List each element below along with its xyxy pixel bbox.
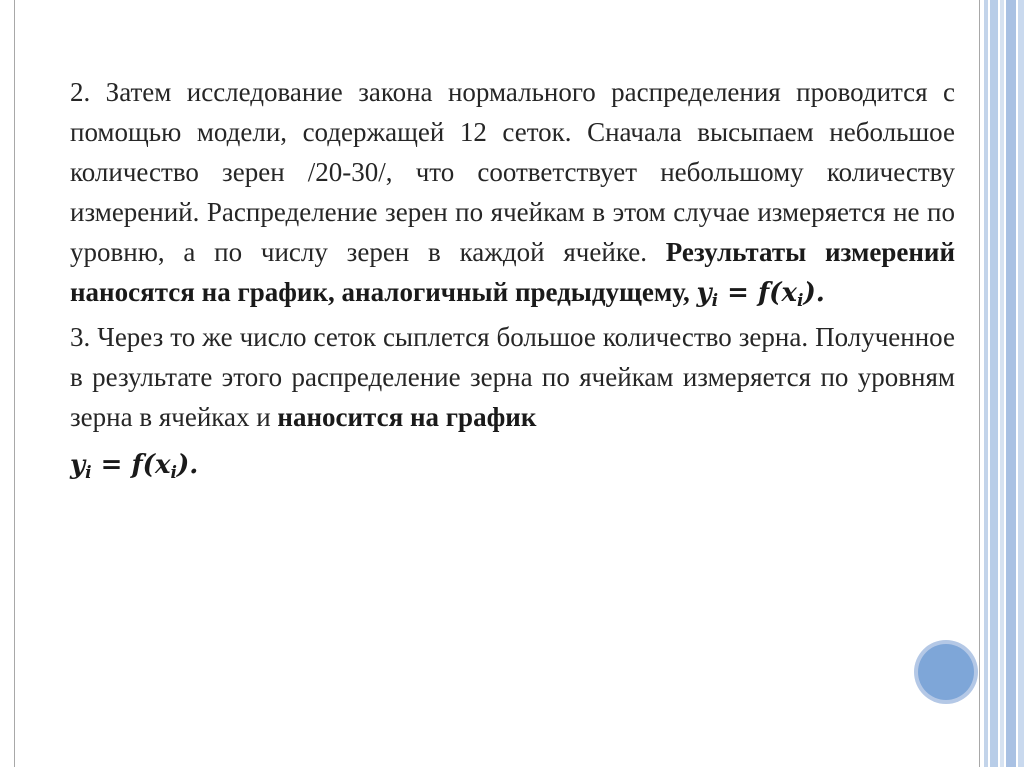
- formula-sub-x: i: [797, 291, 804, 311]
- formula-f: f: [131, 450, 143, 480]
- formula-sub-y: i: [85, 463, 92, 483]
- formula-close: ).: [176, 450, 199, 480]
- paragraph-2-bold: Результаты измерений наносятся на график, аналогичный предыдущему,: [70, 237, 956, 307]
- formula-f: f: [757, 278, 770, 308]
- paragraph-3-bold: наносится на график: [277, 402, 537, 432]
- decor-stripe: [1000, 0, 1004, 767]
- formula-sub-y: i: [711, 291, 719, 311]
- decor-stripe: [984, 0, 988, 767]
- formula-open: (: [769, 278, 782, 308]
- formula-eq: =: [718, 278, 758, 308]
- formula-inline: [696, 278, 825, 311]
- decor-stripe: [1006, 0, 1016, 767]
- formula-block: [70, 445, 955, 485]
- paragraph-2: [70, 72, 955, 313]
- formula-sub-x: i: [170, 463, 177, 483]
- paragraph-3-text: 3. Через то же число сеток сыплется большое количество зерна. Полученное в результате этого распределение зерна по ячейкам измеряется по уровням зерна в ячейках и: [70, 322, 955, 432]
- formula-x: x: [781, 278, 797, 308]
- slide-content: [70, 72, 955, 485]
- formula-x: x: [154, 450, 171, 480]
- decor-stripe: [990, 0, 998, 767]
- decor-stripe: [1018, 0, 1024, 767]
- formula-eq: =: [91, 450, 132, 480]
- formula-close: ).: [803, 278, 825, 308]
- decorative-circle-icon: [914, 640, 978, 704]
- formula-open: (: [142, 450, 155, 480]
- formula-y: y: [70, 450, 86, 480]
- paragraph-2-text: 2. Затем исследование закона нормального распределения проводится с помощью модели, содержащей 12 сеток. Сначала высыпаем небольшое количество зерен /20-30/, что соответствует небольшому количеству измерений. Распределение зерен по ячейкам в этом случае измеряется не по уровню, а по числу зерен в каждой ячейке.: [70, 77, 955, 267]
- formula-y: y: [696, 278, 712, 308]
- paragraph-3: [70, 317, 955, 485]
